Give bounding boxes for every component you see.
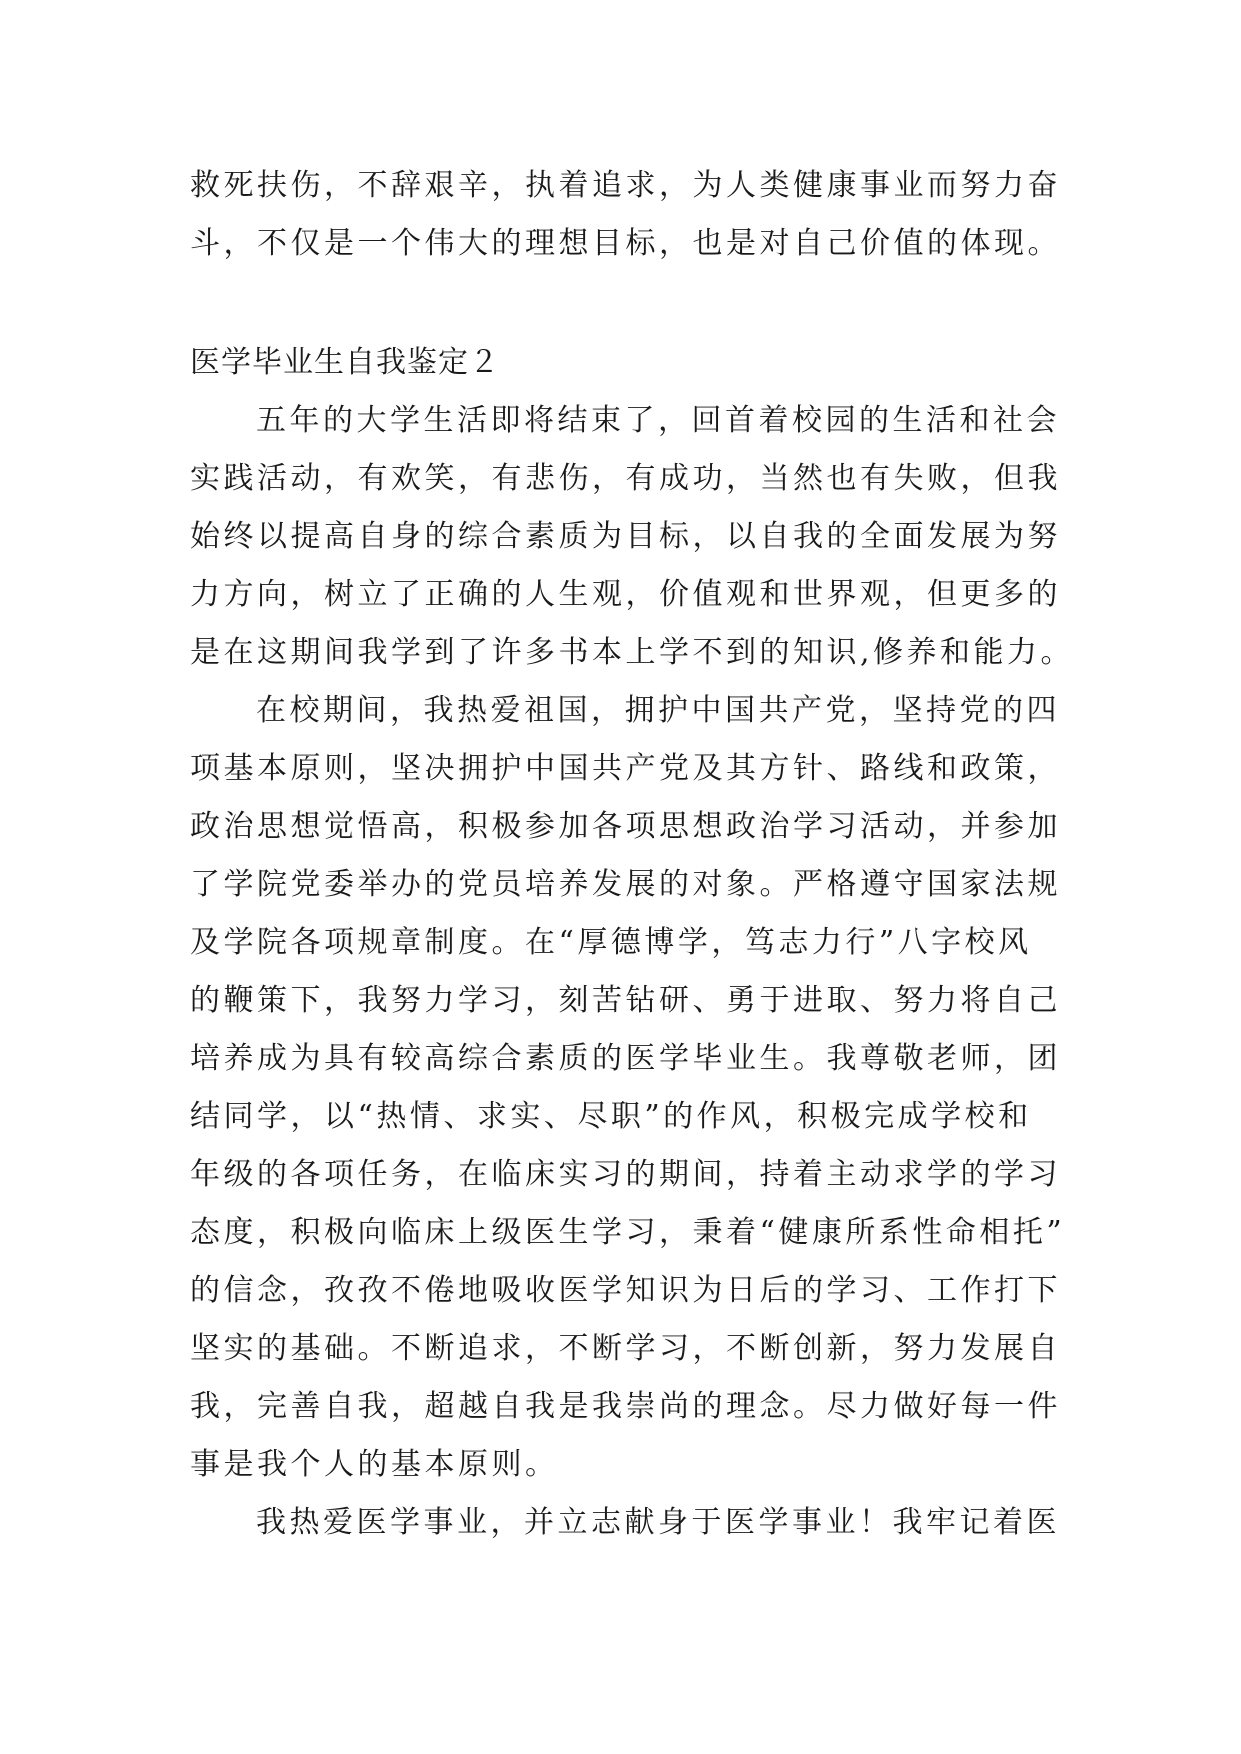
paragraph-line: 救死扶伤，不辞艰辛，执着追求，为人类健康事业而努力奋 <box>190 168 1061 203</box>
paragraph-line: 事是我个人的基本原则。 <box>190 1447 559 1482</box>
paragraph-line: 结同学，以“热情、求实、尽职”的作风，积极完成学校和 <box>190 1099 1032 1134</box>
paragraph-line: 是在这期间我学到了许多书本上学不到的知识,修养和能力。 <box>190 635 1075 670</box>
paragraph-line: 我，完善自我，超越自我是我崇尚的理念。尽力做好每一件 <box>190 1389 1061 1424</box>
paragraph-line: 力方向，树立了正确的人生观，价值观和世界观，但更多的 <box>190 577 1061 612</box>
intro-paragraph <box>190 157 1060 273</box>
paragraph-line: 项基本原则，坚决拥护中国共产党及其方针、路线和政策， <box>190 751 1061 786</box>
paragraph-line: 的鞭策下，我努力学习，刻苦钻研、勇于进取、努力将自己 <box>190 983 1061 1018</box>
paragraph-line: 及学院各项规章制度。在“厚德博学，笃志力行”八字校风 <box>190 925 1032 960</box>
paragraph-line: 坚实的基础。不断追求，不断学习，不断创新，努力发展自 <box>190 1331 1061 1366</box>
body-text <box>190 392 1075 1552</box>
paragraph-line: 的信念，孜孜不倦地吸收医学知识为日后的学习、工作打下 <box>190 1273 1061 1308</box>
paragraph-line: 在校期间，我热爱祖国，拥护中国共产党，坚持党的四 <box>256 693 1060 728</box>
paragraph-line: 政治思想觉悟高，积极参加各项思想政治学习活动，并参加 <box>190 809 1061 844</box>
section-title: 医学毕业生自我鉴定２ <box>190 345 500 380</box>
paragraph-line: 实践活动，有欢笑，有悲伤，有成功，当然也有失败，但我 <box>190 461 1061 496</box>
paragraph-line: 态度，积极向临床上级医生学习，秉着“健康所系性命相托” <box>190 1215 1066 1250</box>
paragraph-line: 年级的各项任务，在临床实习的期间，持着主动求学的学习 <box>190 1157 1061 1192</box>
paragraph-line: 培养成为具有较高综合素质的医学毕业生。我尊敬老师，团 <box>190 1041 1061 1076</box>
paragraph-line: 斗，不仅是一个伟大的理想目标，也是对自己价值的体现。 <box>190 226 1061 261</box>
paragraph-line: 了学院党委举办的党员培养发展的对象。严格遵守国家法规 <box>190 867 1061 902</box>
paragraph-line: 我热爱医学事业，并立志献身于医学事业！我牢记着医 <box>256 1505 1060 1540</box>
paragraph-line: 五年的大学生活即将结束了，回首着校园的生活和社会 <box>256 403 1060 438</box>
paragraph-line: 始终以提高自身的综合素质为目标，以自我的全面发展为努 <box>190 519 1061 554</box>
